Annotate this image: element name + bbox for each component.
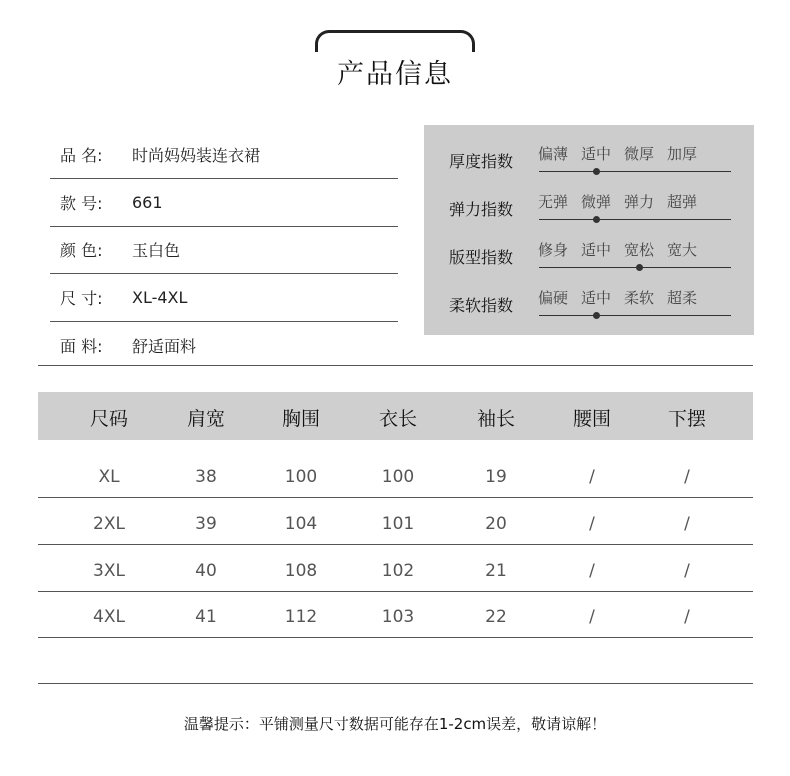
index-options (538, 239, 697, 260)
info-value: 舒适面料 (132, 336, 197, 356)
index-option: 超柔 (667, 289, 698, 307)
index-marker-dot (593, 312, 600, 319)
info-label: 款 号: (60, 194, 103, 213)
index-label: 弹力指数 (449, 200, 514, 219)
index-row (424, 229, 754, 277)
index-label: 柔软指数 (449, 296, 514, 315)
index-option: 适中 (581, 241, 612, 259)
index-panel (424, 125, 754, 335)
table-cell: 21 (485, 561, 507, 581)
table-cell: 102 (381, 561, 415, 581)
size-table-header (38, 392, 753, 440)
table-header-cell: 尺码 (89, 408, 128, 430)
index-options (538, 143, 697, 164)
table-header-cell: 袖长 (476, 408, 515, 430)
info-value: 661 (132, 193, 163, 212)
index-marker-dot (593, 216, 600, 223)
info-row (50, 131, 398, 179)
table-cell: 100 (284, 467, 318, 487)
table-cell: 20 (485, 514, 507, 534)
table-cell: / (589, 467, 595, 487)
table-cell: 2XL (93, 514, 125, 534)
info-value: XL-4XL (132, 288, 188, 307)
table-header-cell: 腰围 (572, 408, 611, 430)
index-option: 加厚 (667, 145, 698, 163)
index-scale-line (539, 219, 731, 220)
index-option: 修身 (538, 241, 569, 259)
info-value: 时尚妈妈装连衣裙 (132, 146, 261, 165)
info-label: 尺 寸: (60, 289, 103, 308)
index-option: 适中 (581, 289, 612, 307)
table-cell: / (684, 467, 690, 487)
table-cell: 108 (284, 561, 318, 581)
table-cell: / (684, 607, 690, 627)
info-row (50, 226, 398, 274)
index-scale-line (539, 315, 731, 316)
table-cell: / (589, 607, 595, 627)
page-title: 产品信息 (337, 59, 453, 90)
table-row (38, 591, 753, 638)
table-cell: 100 (381, 467, 415, 487)
info-label: 面 料: (60, 336, 103, 356)
index-option: 超弹 (667, 193, 698, 211)
table-header-cell: 胸围 (281, 408, 320, 430)
index-option: 弹力 (624, 193, 655, 211)
index-row (424, 133, 754, 181)
title-arc-decoration (315, 30, 475, 52)
table-cell: 101 (381, 514, 415, 534)
table-cell: 22 (485, 607, 507, 627)
table-row (38, 545, 753, 592)
table-header-cell: 下摆 (667, 408, 706, 430)
index-scale-line (539, 267, 731, 268)
table-cell: / (589, 514, 595, 534)
table-cell: 112 (284, 607, 318, 627)
table-cell: 103 (381, 607, 415, 627)
index-option: 微厚 (624, 145, 655, 163)
index-marker-dot (636, 264, 643, 271)
index-option: 适中 (581, 145, 612, 163)
table-cell: 104 (284, 514, 318, 534)
table-cell: 39 (195, 514, 217, 534)
index-option: 偏薄 (538, 145, 569, 163)
table-cell: / (684, 514, 690, 534)
table-cell: / (589, 561, 595, 581)
info-row (50, 274, 398, 322)
table-header-cell: 衣长 (378, 408, 417, 430)
table-cell: / (684, 561, 690, 581)
index-options (538, 287, 697, 308)
index-option: 柔软 (624, 289, 655, 307)
table-cell: 3XL (93, 561, 125, 581)
table-cell: 41 (195, 607, 217, 627)
divider (38, 365, 753, 366)
info-row (50, 321, 398, 369)
info-label: 品 名: (60, 146, 103, 165)
index-row (424, 277, 754, 325)
info-row (50, 179, 398, 227)
footer-note: 温馨提示：平铺测量尺寸数据可能存在1-2cm误差，敬请谅解！ (183, 715, 607, 733)
table-cell: 4XL (93, 607, 125, 627)
index-option: 宽松 (624, 241, 655, 259)
index-option: 宽大 (667, 241, 698, 259)
info-value: 玉白色 (132, 241, 181, 260)
table-row-empty (38, 637, 753, 684)
info-label: 颜 色: (60, 241, 103, 260)
table-cell: XL (98, 467, 120, 487)
index-option: 偏硬 (538, 289, 569, 307)
table-row (38, 498, 753, 545)
index-label: 版型指数 (449, 248, 514, 267)
index-option: 无弹 (538, 193, 569, 211)
index-option: 微弹 (581, 193, 612, 211)
table-cell: 19 (485, 467, 507, 487)
table-header-cell: 肩宽 (186, 408, 225, 430)
table-row (38, 451, 753, 498)
table-cell: 38 (195, 467, 217, 487)
index-scale-line (539, 171, 731, 172)
index-label: 厚度指数 (449, 152, 514, 171)
index-row (424, 181, 754, 229)
table-cell: 40 (195, 561, 217, 581)
index-options (538, 191, 697, 212)
index-marker-dot (593, 168, 600, 175)
